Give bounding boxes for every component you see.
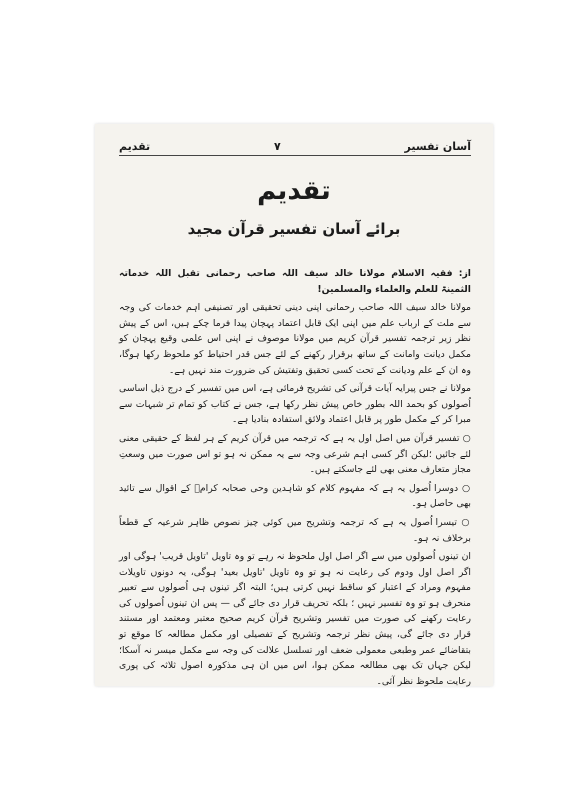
header-page-number: ۷	[273, 140, 281, 153]
running-head	[119, 140, 471, 156]
principle-item: ○ دوسرا اُصول یہ ہے کہ مفہوم کلام کو شاہدین وحی صحابہ کرامؓ کے اقوال سے تائید بھی حاصل ہو۔	[119, 481, 471, 512]
paragraph: مولانا خالد سیف اللہ صاحب رحمانی اپنی دینی تحقیقی اور تصنیفی اہم خدمات کی وجہ سے ملت کے ارباب علم میں اپنی ایک قابل اعتماد پہچان پیدا فرما چکے ہیں، اس کے پیش نظر زیر ترجمہ تفسیر قرآن کریم میں مولانا موصوف نے اپنی اس علمی وقیع پہچان کو مکمل دیانت وامانت کے ساتھ برقرار رکھنے کے لئے جس قدر احتیاط کو ملحوظ رکھا ہوگا، وہ ان کے علم ودیانت کے تحت کسی تحقیق وتفتیش کی ضرورت مند نہیں ہے۔	[119, 302, 471, 376]
paragraph: مولانا نے جس پیرایہ آیات قرآنی کی تشریح فرمائی ہے، اس میں تفسیر کے درج ذیل اساسی اُصولوں کو بحمد اللہ بطور خاص پیش نظر رکھا ہے، جس نے کتاب کو تمام تر شبہات سے مبرا کر کے مکمل طور پر قابل اعتماد ولائق استفادہ بنادیا ہے۔	[119, 383, 471, 426]
book-page	[95, 124, 493, 686]
paragraph: ان تینوں اُصولوں میں سے اگر اصل اول ملحوظ نہ رہے تو وہ تاویل 'تاویل قریب' ہوگی اور اگر اصل اول ودوم کی رعایت نہ ہو تو وہ تاویل 'تاویل بعید' ہوگی، یہ دونوں تاویلات مفہوم ومراد کے اعتبار کو ساقط نہیں کرتی ہیں؛ البتہ اگر تینوں ہی اُصولوں سے تعبیر منحرف ہو تو وہ تفسیر نہیں ؛ بلکہ تحریف قرار دی جائے گی — پس ان تینوں اُصولوں کی رعایت رکھنے کی صورت میں تفسیر وتشریح قرآن کریم صحیح معتبر ومعتمد اور مستند قرار دی جائے گی، پیش نظر ترجمہ وتشریح کے تفصیلی اور مکمل مطالعہ کا موقع تو بتقاضائے عمر وطبعی معمولی ضعف اور تسلسل علالت کی وجہ سے مکمل میسر نہ آسکا؛ لیکن جہاں تک بھی مطالعہ ممکن ہوا، اس میں ان ہی مذکورہ اصول ثلاثہ کی پوری رعایت ملحوظ نظر آئی۔	[119, 551, 471, 687]
header-section: تقدیم	[119, 140, 151, 153]
principle-item: ○ تفسیر قرآن میں اصل اول یہ ہے کہ ترجمہ میں قرآن کریم کے ہر لفظ کے حقیقی معنی لئے جائیں ؛لیکن اگر کسی اہم شرعی وجہ سے یہ ممکن نہ ہو تو اس صورت میں وسعتِ مجاز متعارف معنی بھی لئے جاسکتے ہیں۔	[119, 431, 471, 478]
header-book-title: آسان تفسیر	[404, 140, 471, 153]
paragraph-from: از: فقیہ الاسلام مولانا خالد سیف اللہ صاحب رحمانی تقبل اللہ خدماتہ الثمینۃ للعلم والعلماء والمسلمین!	[119, 268, 471, 295]
page-subtitle: برائے آسان تفسیر قرآن مجید	[187, 220, 401, 238]
page-title: تقدیم	[257, 176, 331, 206]
principle-item: ○ تیسرا اُصول یہ ہے کہ ترجمہ وتشریح میں کوئی چیز نصوص ظاہر شرعیہ کے قطعاً برخلاف نہ ہو۔	[119, 515, 471, 546]
body-text	[119, 266, 471, 692]
